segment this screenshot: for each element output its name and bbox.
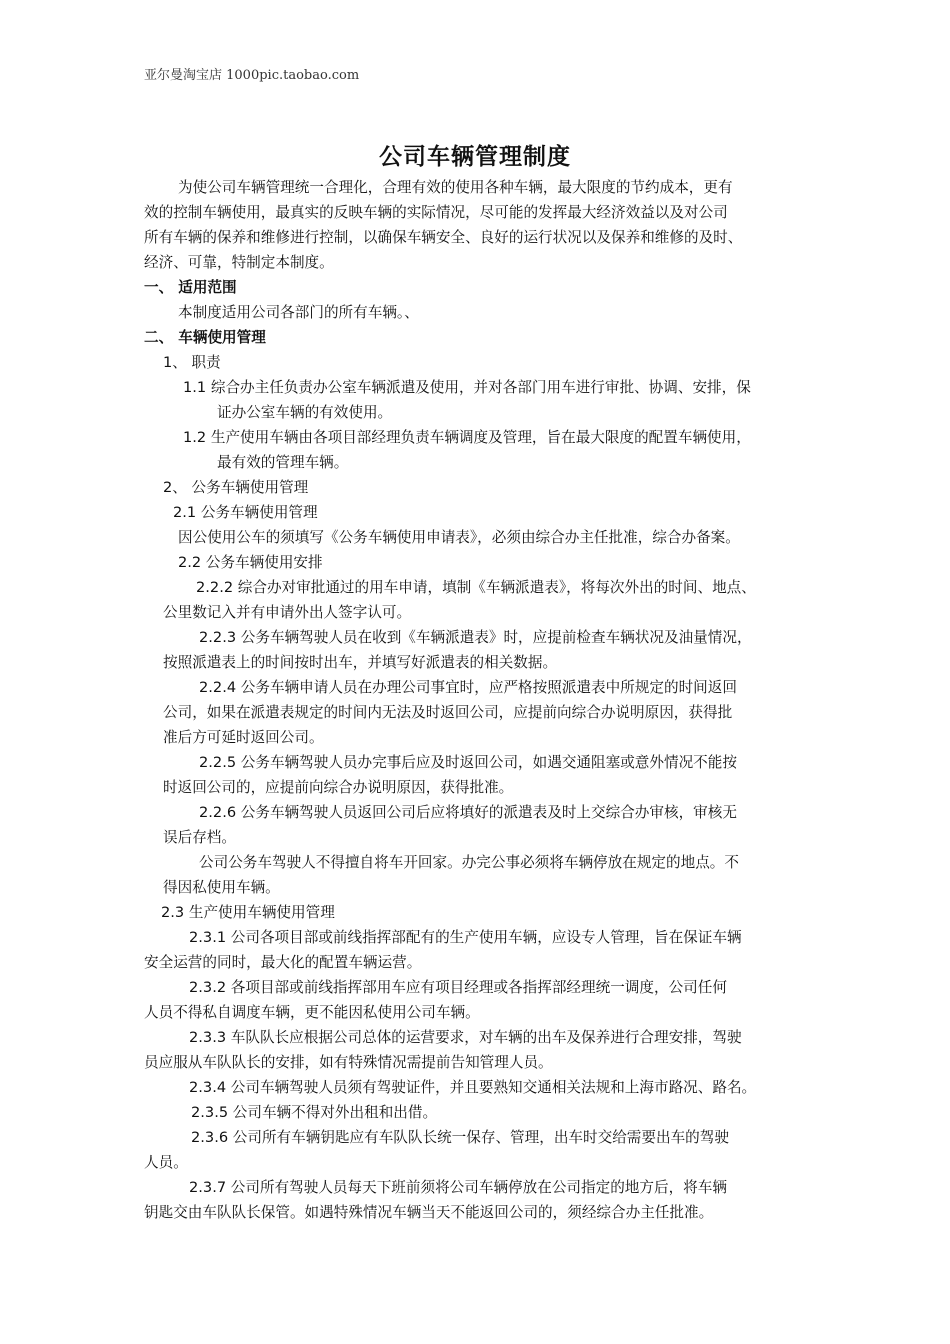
paragraph-line: 本制度适用公司各部门的所有车辆。、 xyxy=(178,304,419,321)
paragraph-line: 1.2 生产使用车辆由各项目部经理负责车辆调度及管理，旨在最大限度的配置车辆使用， xyxy=(183,429,751,446)
paragraph-line: 为使公司车辆管理统一合理化，合理有效的使用各种车辆，最大限度的节约成本，更有 xyxy=(178,179,733,196)
section-heading: 一、 适用范围 xyxy=(144,279,237,296)
paragraph-line: 钥匙交由车队队长保管。如遇特殊情况车辆当天不能返回公司的，须经综合办主任批准。 xyxy=(144,1204,714,1221)
paragraph-line: 2.3.1 公司各项目部或前线指挥部配有的生产使用车辆，应设专人管理，旨在保证车辆 xyxy=(189,929,742,946)
page-header: 亚尔曼淘宝店 1000pic.taobao.com xyxy=(144,68,360,83)
paragraph-line: 经济、可靠，特制定本制度。 xyxy=(144,254,334,271)
paragraph-line: 安全运营的同时，最大化的配置车辆运营。 xyxy=(144,954,422,971)
paragraph-line: 所有车辆的保养和维修进行控制，以确保车辆安全、良好的运行状况以及保养和维修的及时、 xyxy=(144,229,743,246)
paragraph-line: 时返回公司的，应提前向综合办说明原因，获得批准。 xyxy=(163,779,514,796)
subsection-heading: 2.2 公务车辆使用安排 xyxy=(178,554,323,571)
paragraph-line: 公司公务车驾驶人不得擅自将车开回家。办完公事必须将车辆停放在规定的地点。不 xyxy=(199,854,739,871)
paragraph-line: 2.3.7 公司所有驾驶人员每天下班前须将公司车辆停放在公司指定的地方后，将车辆 xyxy=(189,1179,727,1196)
paragraph-line: 人员不得私自调度车辆，更不能因私使用公司车辆。 xyxy=(144,1004,480,1021)
paragraph-line: 因公使用公车的须填写《公务车辆使用申请表》，必须由综合办主任批准，综合办备案。 xyxy=(178,529,740,546)
subsection-heading: 2.1 公务车辆使用管理 xyxy=(173,504,318,521)
paragraph-line: 2.3.6 公司所有车辆钥匙应有车队队长统一保存、管理，出车时交给需要出车的驾驶 xyxy=(191,1129,729,1146)
paragraph-line: 2.2.2 综合办对审批通过的用车申请，填制《车辆派遣表》，将每次外出的时间、地点、 xyxy=(196,579,756,596)
paragraph-line: 误后存档。 xyxy=(163,829,236,846)
paragraph-line: 人员。 xyxy=(144,1154,188,1171)
paragraph-line: 证办公室车辆的有效使用。 xyxy=(217,404,393,421)
paragraph-line: 最有效的管理车辆。 xyxy=(217,454,349,471)
subsection-heading: 2、 公务车辆使用管理 xyxy=(163,479,309,496)
paragraph-line: 2.2.4 公务车辆申请人员在办理公司事宜时，应严格按照派遣表中所规定的时间返回 xyxy=(199,679,737,696)
paragraph-line: 2.3.2 各项目部或前线指挥部用车应有项目经理或各指挥部经理统一调度，公司任何 xyxy=(189,979,727,996)
section-heading: 二、 车辆使用管理 xyxy=(144,329,266,346)
paragraph-line: 2.3.3 车队队长应根据公司总体的运营要求，对车辆的出车及保养进行合理安排，驾驶 xyxy=(189,1029,742,1046)
paragraph-line: 公里数记入并有申请外出人签字认可。 xyxy=(163,604,412,621)
paragraph-line: 得因私使用车辆。 xyxy=(163,879,280,896)
paragraph-line: 1.1 综合办主任负责办公室车辆派遣及使用，并对各部门用车进行审批、协调、安排，保 xyxy=(183,379,751,396)
paragraph-line: 2.2.6 公务车辆驾驶人员返回公司后应将填好的派遣表及时上交综合办审核，审核无 xyxy=(199,804,737,821)
subsection-heading: 2.3 生产使用车辆使用管理 xyxy=(161,904,335,921)
paragraph-line: 准后方可延时返回公司。 xyxy=(163,729,324,746)
paragraph-line: 2.3.5 公司车辆不得对外出租和出借。 xyxy=(191,1104,438,1121)
document-title: 公司车辆管理制度 xyxy=(379,144,571,170)
paragraph-line: 2.3.4 公司车辆驾驶人员须有驾驶证件，并且要熟知交通相关法规和上海市路况、路名。 xyxy=(189,1079,757,1096)
subsection-heading: 1、 职责 xyxy=(163,354,221,371)
paragraph-line: 2.2.3 公务车辆驾驶人员在收到《车辆派遣表》时，应提前检查车辆状况及油量情况， xyxy=(199,629,752,646)
paragraph-line: 公司，如果在派遣表规定的时间内无法及时返回公司，应提前向综合办说明原因，获得批 xyxy=(163,704,733,721)
paragraph-line: 员应服从车队队长的安排，如有特殊情况需提前告知管理人员。 xyxy=(144,1054,553,1071)
paragraph-line: 按照派遣表上的时间按时出车，并填写好派遣表的相关数据。 xyxy=(163,654,558,671)
paragraph-line: 2.2.5 公务车辆驾驶人员办完事后应及时返回公司，如遇交通阻塞或意外情况不能按 xyxy=(199,754,737,771)
paragraph-line: 效的控制车辆使用，最真实的反映车辆的实际情况，尽可能的发挥最大经济效益以及对公司 xyxy=(144,204,728,221)
